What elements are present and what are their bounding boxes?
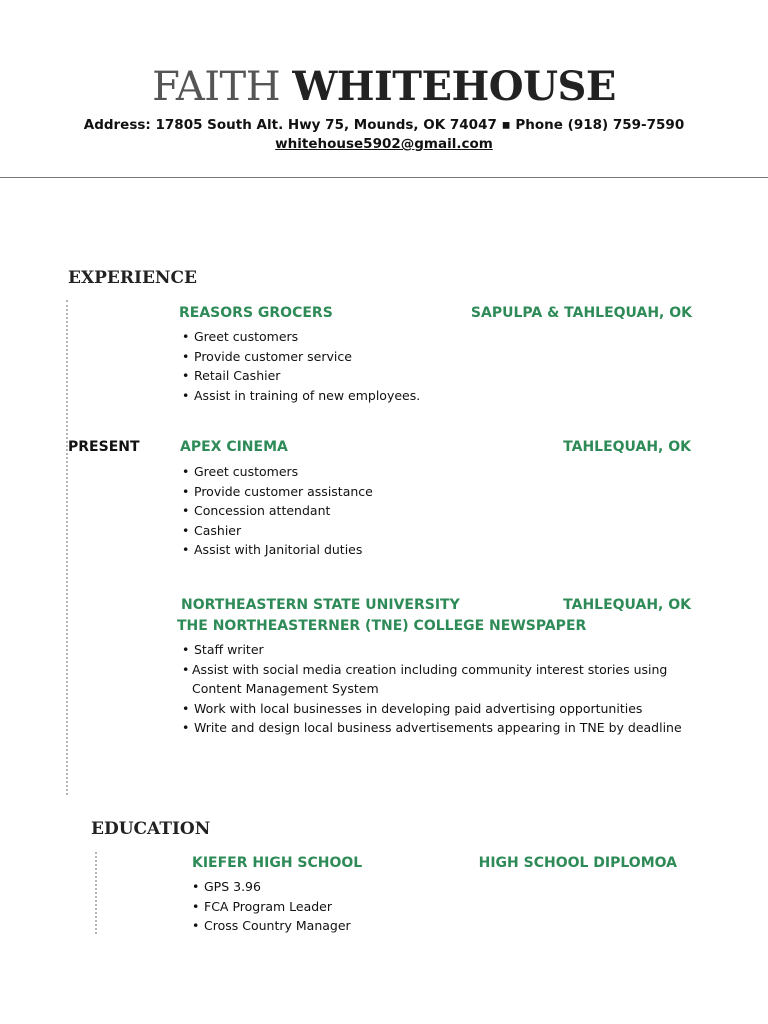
experience-timeline <box>66 300 68 795</box>
list-item: • Write and design local business advertisements appearing in TNE by deadline <box>180 718 682 738</box>
list-item: • Cashier <box>180 521 373 541</box>
job-org-apex: APEX CINEMA <box>180 439 288 455</box>
list-item: • Greet customers <box>180 462 373 482</box>
job-bullets-nsu <box>180 640 682 738</box>
list-item-continuation: Content Management System <box>192 681 379 697</box>
candidate-name <box>0 60 768 114</box>
school-degree-kiefer: HIGH SCHOOL DIPLOMOA <box>478 855 677 871</box>
school-bullets-kiefer <box>190 877 351 936</box>
list-item: • Retail Cashier <box>180 366 420 386</box>
job-date-apex: PRESENT <box>68 439 140 455</box>
list-item: • Cross Country Manager <box>190 916 351 936</box>
experience-heading: EXPERIENCE <box>68 268 197 288</box>
job-suborg-nsu: THE NORTHEASTERNER (TNE) COLLEGE NEWSPAPER <box>177 618 587 634</box>
list-item: • Greet customers <box>180 327 420 347</box>
contact-line: Address: 17805 South Alt. Hwy 75, Mounds, OK 74047 ▪ Phone (918) 759-7590 <box>83 117 685 133</box>
job-bullets-apex <box>180 462 373 560</box>
job-org-reasors: REASORS GROCERS <box>179 305 333 321</box>
job-location-apex: TAHLEQUAH, OK <box>563 439 691 455</box>
school-name-kiefer: KIEFER HIGH SCHOOL <box>192 855 363 871</box>
list-item: • Provide customer assistance <box>180 482 373 502</box>
job-org-nsu: NORTHEASTERN STATE UNIVERSITY <box>181 597 460 613</box>
list-item: • Provide customer service <box>180 347 420 367</box>
list-item: • Concession attendant <box>180 501 373 521</box>
last-name: WHITEHOUSE <box>292 63 616 110</box>
email-line <box>0 135 768 153</box>
email-link[interactable]: whitehouse5902@gmail.com <box>275 136 493 152</box>
job-location-reasors: SAPULPA & TAHLEQUAH, OK <box>470 305 692 321</box>
list-item: • Staff writer <box>180 640 682 660</box>
list-item: • Assist with Janitorial duties <box>180 540 373 560</box>
education-timeline <box>95 852 97 934</box>
education-heading: EDUCATION <box>91 819 211 839</box>
job-bullets-reasors <box>180 327 420 405</box>
list-item: • Assist with social media creation including community interest stories using <box>180 660 682 680</box>
header-divider <box>0 177 768 178</box>
job-location-nsu: TAHLEQUAH, OK <box>563 597 691 613</box>
list-item: • Assist in training of new employees. <box>180 386 420 406</box>
list-item: • Work with local businesses in developing paid advertising opportunities <box>180 699 682 719</box>
list-item: • FCA Program Leader <box>190 897 351 917</box>
first-name: FAITH <box>152 64 281 110</box>
list-item: • GPS 3.96 <box>190 877 351 897</box>
